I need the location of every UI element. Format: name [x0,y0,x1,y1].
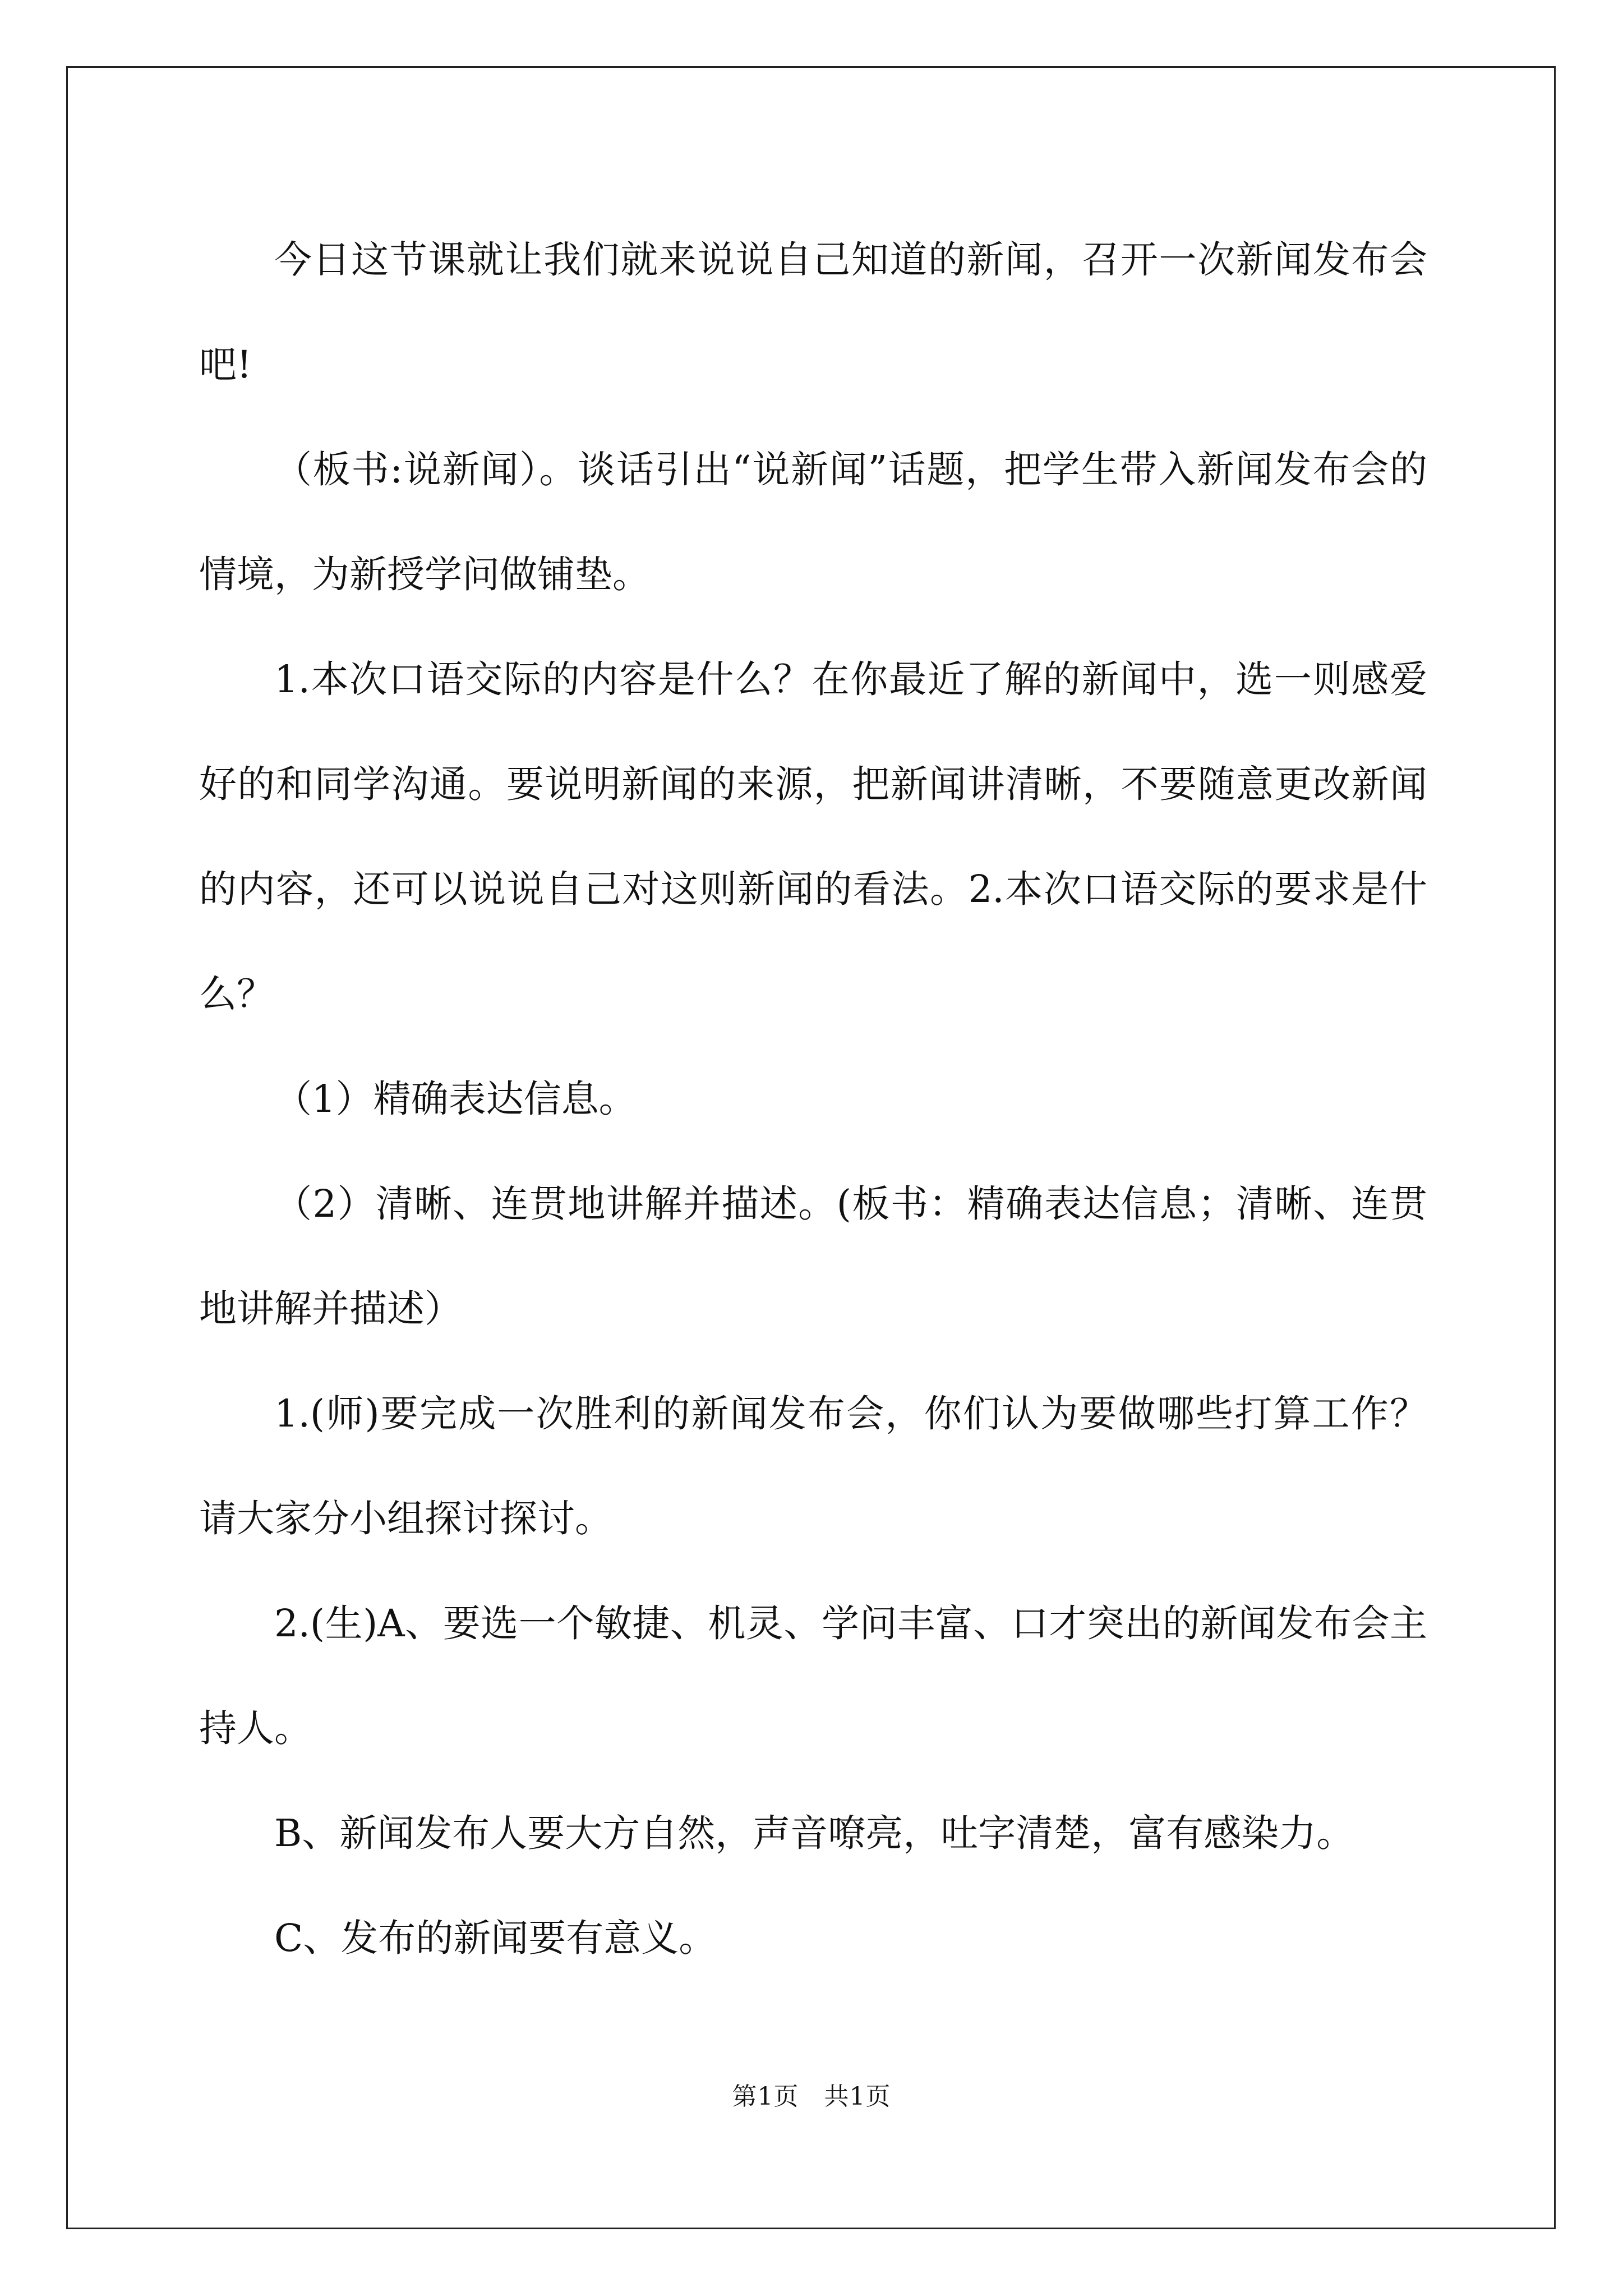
page-number-footer: 第1页 共1页 [732,2082,891,2111]
paragraph: 2.(生)A、要选一个敏捷、机灵、学问丰富、口才突出的新闻发布会主持人。 [199,1602,1427,1750]
paragraph: 今日这节课就让我们就来说说自己知道的新闻，召开一次新闻发布会吧! [199,238,1427,386]
paragraph: 1.(师)要完成一次胜利的新闻发布会，你们认为要做哪些打算工作？请大家分小组探讨探讨。 [199,1392,1427,1540]
paragraph: （板书:说新闻）。谈话引出“说新闻”话题，把学生带入新闻发布会的情境，为新授学问做铺垫。 [199,448,1427,596]
paragraph: C、发布的新闻要有意义。 [274,1916,717,1960]
document-body [199,208,1427,1991]
paragraph: B、新闻发布人要大方自然，声音嘹亮，吐字清楚，富有感染力。 [274,1811,1354,1855]
paragraph: （1）精确表达信息。 [274,1077,637,1121]
paragraph: （2）清晰、连贯地讲解并描述。(板书：精确表达信息；清晰、连贯地讲解并描述） [199,1182,1427,1331]
paragraph: 1.本次口语交际的内容是什么？在你最近了解的新闻中，选一则感爱好的和同学沟通。要说明新闻的来源，把新闻讲清晰，不要随意更改新闻的内容，还可以说说自己对这则新闻的看法。2.本次口语交际的要求是什么？ [199,657,1427,1016]
